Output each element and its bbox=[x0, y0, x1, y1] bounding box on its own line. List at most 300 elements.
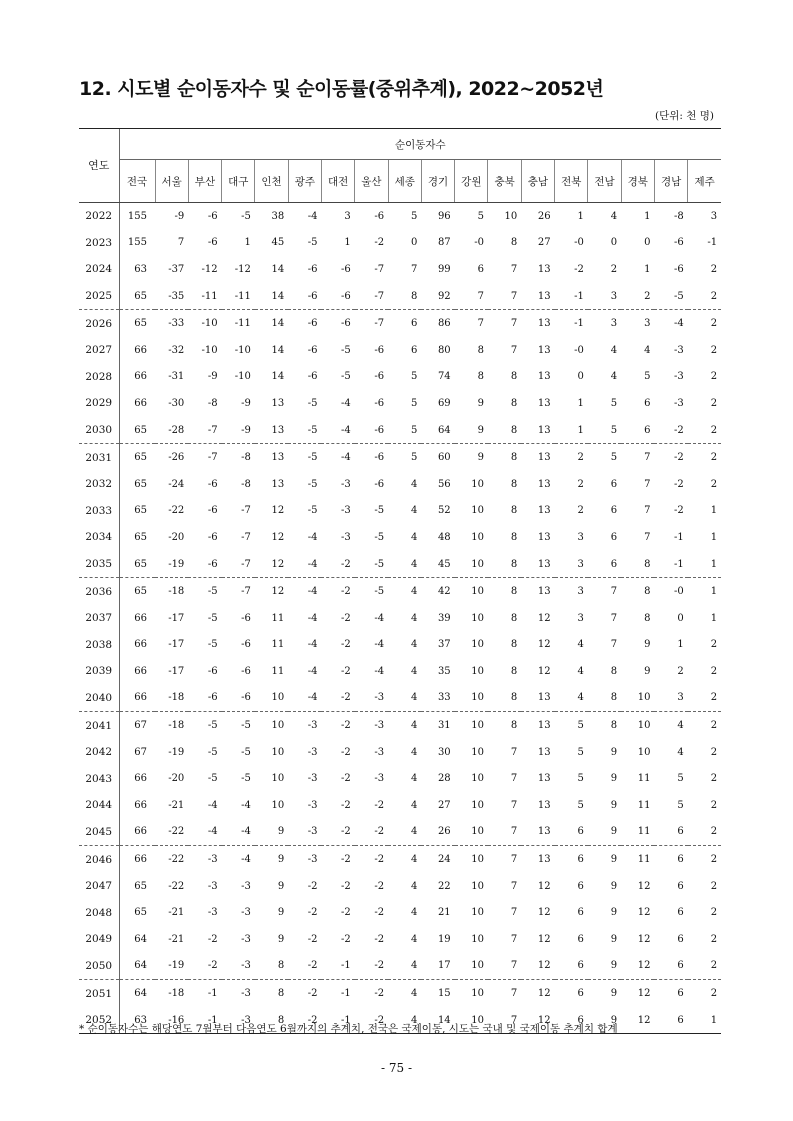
value-cell: 65 bbox=[119, 551, 155, 578]
value-cell: -37 bbox=[168, 263, 185, 275]
value-cell: 6 bbox=[577, 907, 584, 919]
value-cell: 4 bbox=[644, 344, 651, 356]
value-cell: 14 bbox=[271, 263, 285, 275]
value-cell: -1 bbox=[707, 237, 718, 249]
value-cell: -5 bbox=[241, 720, 251, 732]
value-cell: 8 bbox=[644, 612, 651, 624]
value-cell: 65 bbox=[134, 586, 147, 598]
value-cell: 4 bbox=[677, 746, 684, 758]
value-cell: 5 bbox=[388, 417, 421, 444]
value-cell: 7 bbox=[510, 799, 518, 811]
value-cell: 13 bbox=[521, 819, 554, 846]
value-cell: 9 bbox=[277, 933, 285, 945]
value-cell: -2 bbox=[341, 773, 351, 785]
year-cell: 2041 bbox=[79, 712, 119, 739]
table-row bbox=[79, 444, 721, 471]
region-header: 강원 bbox=[455, 160, 488, 203]
value-cell: -2 bbox=[674, 452, 684, 464]
value-cell: 6 bbox=[477, 263, 484, 275]
value-cell: -4 bbox=[307, 586, 318, 598]
value-cell: 66 bbox=[134, 854, 147, 866]
value-cell: 45 bbox=[421, 551, 454, 578]
value-cell: 6 bbox=[610, 531, 618, 543]
value-cell: 7 bbox=[510, 318, 518, 330]
value-cell: -1 bbox=[321, 1007, 354, 1034]
value-cell: -6 bbox=[374, 210, 385, 222]
value-cell: 0 bbox=[411, 237, 418, 249]
value-cell: 8 bbox=[510, 505, 518, 517]
value-cell: -6 bbox=[355, 417, 388, 444]
value-cell: -8 bbox=[241, 452, 251, 464]
value-cell: -2 bbox=[374, 799, 385, 811]
value-cell: -4 bbox=[241, 854, 251, 866]
year-cell: 2050 bbox=[79, 953, 119, 980]
value-cell: -5 bbox=[241, 746, 251, 758]
value-cell: -18 bbox=[168, 720, 185, 732]
value-cell: 4 bbox=[388, 685, 421, 712]
value-cell: -8 bbox=[674, 210, 684, 222]
value-cell: -2 bbox=[341, 612, 351, 624]
value-cell: 66 bbox=[119, 819, 155, 846]
value-cell: 4 bbox=[411, 854, 418, 866]
region-header: 대구 bbox=[222, 160, 255, 203]
value-cell: 4 bbox=[555, 685, 588, 712]
table-row bbox=[79, 926, 721, 953]
value-cell: -1 bbox=[574, 318, 584, 330]
value-cell: 13 bbox=[537, 746, 551, 758]
value-cell: 8 bbox=[510, 237, 518, 249]
value-cell: 65 bbox=[134, 531, 147, 543]
value-cell: 5 bbox=[411, 371, 418, 383]
value-cell: 12 bbox=[537, 988, 551, 1000]
region-header: 경남 bbox=[654, 160, 687, 203]
value-cell: 12 bbox=[537, 907, 551, 919]
value-cell: 7 bbox=[644, 531, 651, 543]
value-cell: -9 bbox=[222, 417, 255, 444]
value-cell: -17 bbox=[168, 612, 185, 624]
value-cell: -2 bbox=[321, 551, 354, 578]
value-cell: -5 bbox=[654, 283, 687, 310]
value-cell: 1 bbox=[344, 237, 351, 249]
year-cell: 2026 bbox=[79, 310, 119, 337]
value-cell: 0 bbox=[644, 237, 651, 249]
value-cell: -22 bbox=[155, 819, 188, 846]
value-cell: 5 bbox=[411, 452, 418, 464]
value-cell: -6 bbox=[341, 318, 351, 330]
value-cell: 5 bbox=[577, 720, 584, 732]
value-cell: 13 bbox=[521, 685, 554, 712]
value-cell: 5 bbox=[677, 773, 684, 785]
value-cell: 7 bbox=[510, 344, 518, 356]
value-cell: 1 bbox=[710, 505, 718, 517]
value-cell: -12 bbox=[201, 263, 218, 275]
region-header: 전국 bbox=[119, 160, 155, 203]
table-row bbox=[79, 230, 721, 257]
value-cell: -8 bbox=[207, 397, 218, 409]
year-cell: 2048 bbox=[79, 899, 119, 926]
region-header: 세종 bbox=[388, 160, 421, 203]
value-cell: 3 bbox=[577, 586, 584, 598]
value-cell: -17 bbox=[168, 665, 185, 677]
value-cell: -3 bbox=[207, 907, 218, 919]
value-cell: 1 bbox=[688, 551, 721, 578]
value-cell: 66 bbox=[134, 665, 147, 677]
value-cell: -4 bbox=[288, 551, 321, 578]
value-cell: 8 bbox=[255, 1007, 288, 1034]
value-cell: 10 bbox=[471, 478, 484, 490]
year-cell: 2023 bbox=[79, 230, 119, 257]
value-cell: 3 bbox=[710, 210, 718, 222]
table-row bbox=[79, 873, 721, 900]
net-migration-group-header: 순이동자수 bbox=[119, 129, 721, 160]
value-cell: -10 bbox=[201, 318, 218, 330]
value-cell: 66 bbox=[134, 397, 147, 409]
value-cell: -6 bbox=[307, 263, 318, 275]
table-row bbox=[79, 980, 721, 1007]
value-cell: 13 bbox=[537, 344, 551, 356]
value-cell: -3 bbox=[307, 773, 318, 785]
value-cell: 8 bbox=[510, 639, 518, 651]
value-cell: -2 bbox=[341, 799, 351, 811]
value-cell: 64 bbox=[119, 953, 155, 980]
value-cell: -4 bbox=[188, 819, 221, 846]
value-cell: 6 bbox=[555, 819, 588, 846]
region-header: 충남 bbox=[521, 160, 554, 203]
value-cell: 2 bbox=[577, 478, 584, 490]
value-cell: 9 bbox=[277, 854, 285, 866]
value-cell: -11 bbox=[222, 283, 255, 310]
value-cell: -9 bbox=[174, 210, 185, 222]
value-cell: 7 bbox=[510, 773, 518, 785]
value-cell: 4 bbox=[411, 907, 418, 919]
value-cell: -16 bbox=[155, 1007, 188, 1034]
value-cell: -5 bbox=[307, 505, 318, 517]
value-cell: 10 bbox=[471, 880, 484, 892]
value-cell: -4 bbox=[321, 417, 354, 444]
value-cell: 10 bbox=[455, 953, 488, 980]
value-cell: -5 bbox=[374, 531, 385, 543]
value-cell: -6 bbox=[307, 371, 318, 383]
value-cell: 5 bbox=[677, 799, 684, 811]
value-cell: -6 bbox=[307, 344, 318, 356]
region-header: 경북 bbox=[621, 160, 654, 203]
value-cell: -4 bbox=[374, 639, 385, 651]
value-cell: -4 bbox=[307, 639, 318, 651]
value-cell: 1 bbox=[710, 586, 718, 598]
value-cell: 21 bbox=[437, 907, 451, 919]
value-cell: 7 bbox=[610, 612, 618, 624]
year-cell: 2029 bbox=[79, 390, 119, 417]
value-cell: -3 bbox=[355, 685, 388, 712]
value-cell: 92 bbox=[421, 283, 454, 310]
year-cell: 2052 bbox=[79, 1007, 119, 1034]
value-cell: -2 bbox=[288, 953, 321, 980]
value-cell: 8 bbox=[510, 720, 518, 732]
value-cell: -3 bbox=[341, 478, 351, 490]
table-row bbox=[79, 953, 721, 980]
value-cell: 13 bbox=[255, 417, 288, 444]
value-cell: -2 bbox=[307, 988, 318, 1000]
value-cell: 7 bbox=[488, 953, 521, 980]
value-cell: 11 bbox=[621, 819, 654, 846]
value-cell: -7 bbox=[374, 263, 385, 275]
value-cell: 60 bbox=[437, 452, 451, 464]
value-cell: 1 bbox=[555, 417, 588, 444]
value-cell: 10 bbox=[504, 210, 518, 222]
value-cell: -6 bbox=[374, 452, 385, 464]
year-cell: 2035 bbox=[79, 551, 119, 578]
value-cell: 3 bbox=[610, 318, 618, 330]
value-cell: 4 bbox=[411, 612, 418, 624]
value-cell: -3 bbox=[307, 746, 318, 758]
value-cell: -3 bbox=[241, 907, 251, 919]
year-cell: 2032 bbox=[79, 471, 119, 498]
value-cell: 12 bbox=[255, 551, 288, 578]
value-cell: -6 bbox=[241, 639, 251, 651]
value-cell: -31 bbox=[168, 371, 185, 383]
value-cell: 10 bbox=[271, 773, 285, 785]
value-cell: 4 bbox=[610, 210, 618, 222]
value-cell: -2 bbox=[374, 907, 385, 919]
value-cell: 10 bbox=[271, 746, 285, 758]
value-cell: 12 bbox=[637, 880, 651, 892]
value-cell: 2 bbox=[610, 263, 618, 275]
year-cell: 2036 bbox=[79, 578, 119, 605]
value-cell: -26 bbox=[168, 452, 185, 464]
value-cell: 19 bbox=[437, 933, 451, 945]
value-cell: -4 bbox=[341, 452, 351, 464]
value-cell: 9 bbox=[610, 854, 618, 866]
year-cell: 2046 bbox=[79, 846, 119, 873]
value-cell: -2 bbox=[374, 880, 385, 892]
value-cell: 10 bbox=[471, 773, 484, 785]
value-cell: -2 bbox=[374, 933, 385, 945]
value-cell: 2 bbox=[710, 933, 718, 945]
value-cell: 12 bbox=[521, 1007, 554, 1034]
value-cell: -8 bbox=[241, 478, 251, 490]
region-header: 전남 bbox=[588, 160, 621, 203]
value-cell: 38 bbox=[271, 210, 285, 222]
value-cell: -5 bbox=[207, 586, 218, 598]
value-cell: -6 bbox=[207, 478, 218, 490]
value-cell: 67 bbox=[134, 746, 147, 758]
year-cell: 2028 bbox=[79, 364, 119, 391]
value-cell: 7 bbox=[510, 854, 518, 866]
value-cell: -2 bbox=[355, 1007, 388, 1034]
region-header: 울산 bbox=[355, 160, 388, 203]
value-cell: -2 bbox=[321, 685, 354, 712]
value-cell: 12 bbox=[537, 933, 551, 945]
value-cell: -18 bbox=[155, 685, 188, 712]
value-cell: 10 bbox=[255, 685, 288, 712]
value-cell: 1 bbox=[577, 210, 584, 222]
value-cell: 4 bbox=[388, 953, 421, 980]
value-cell: -12 bbox=[234, 263, 251, 275]
value-cell: 10 bbox=[471, 612, 484, 624]
value-cell: 65 bbox=[134, 907, 147, 919]
value-cell: -2 bbox=[355, 819, 388, 846]
value-cell: -3 bbox=[374, 720, 385, 732]
value-cell: 2 bbox=[710, 318, 718, 330]
value-cell: 42 bbox=[437, 586, 451, 598]
value-cell: 48 bbox=[437, 531, 451, 543]
value-cell: 10 bbox=[455, 819, 488, 846]
value-cell: -1 bbox=[654, 551, 687, 578]
value-cell: 12 bbox=[271, 531, 285, 543]
value-cell: -6 bbox=[374, 478, 385, 490]
value-cell: -2 bbox=[341, 933, 351, 945]
value-cell: 6 bbox=[577, 880, 584, 892]
value-cell: 9 bbox=[610, 988, 618, 1000]
value-cell: 8 bbox=[510, 586, 518, 598]
value-cell: 64 bbox=[134, 988, 147, 1000]
value-cell: 7 bbox=[510, 746, 518, 758]
value-cell: 65 bbox=[119, 283, 155, 310]
value-cell: 2 bbox=[710, 988, 718, 1000]
value-cell: 9 bbox=[277, 907, 285, 919]
value-cell: 2 bbox=[710, 773, 718, 785]
value-cell: -4 bbox=[241, 799, 251, 811]
value-cell: -6 bbox=[188, 551, 221, 578]
region-header: 충북 bbox=[488, 160, 521, 203]
value-cell: 14 bbox=[271, 344, 285, 356]
value-cell: 4 bbox=[411, 988, 418, 1000]
value-cell: 10 bbox=[455, 685, 488, 712]
value-cell: 13 bbox=[537, 799, 551, 811]
value-cell: 7 bbox=[477, 318, 484, 330]
value-cell: -4 bbox=[288, 685, 321, 712]
value-cell: 10 bbox=[455, 551, 488, 578]
value-cell: 10 bbox=[471, 907, 484, 919]
value-cell: -2 bbox=[374, 854, 385, 866]
value-cell: -2 bbox=[307, 933, 318, 945]
value-cell: -6 bbox=[674, 237, 684, 249]
value-cell: -10 bbox=[234, 344, 251, 356]
year-cell: 2043 bbox=[79, 765, 119, 792]
value-cell: -6 bbox=[288, 283, 321, 310]
value-cell: -7 bbox=[241, 531, 251, 543]
value-cell: 6 bbox=[654, 1007, 687, 1034]
value-cell: -6 bbox=[222, 685, 255, 712]
table-row bbox=[79, 658, 721, 685]
table-row bbox=[79, 846, 721, 873]
value-cell: 14 bbox=[255, 283, 288, 310]
value-cell: -10 bbox=[234, 371, 251, 383]
table-row bbox=[79, 712, 721, 739]
value-cell: -19 bbox=[155, 953, 188, 980]
value-cell: -3 bbox=[374, 773, 385, 785]
value-cell: 52 bbox=[437, 505, 451, 517]
value-cell: 8 bbox=[510, 612, 518, 624]
table-row bbox=[79, 578, 721, 605]
value-cell: 12 bbox=[537, 665, 551, 677]
value-cell: 5 bbox=[411, 397, 418, 409]
year-cell: 2034 bbox=[79, 524, 119, 551]
value-cell: 74 bbox=[437, 371, 451, 383]
table-row bbox=[79, 310, 721, 337]
value-cell: 11 bbox=[271, 639, 285, 651]
value-cell: 13 bbox=[521, 551, 554, 578]
value-cell: -7 bbox=[374, 318, 385, 330]
value-cell: 6 bbox=[621, 417, 654, 444]
value-cell: -18 bbox=[168, 586, 185, 598]
value-cell: -5 bbox=[241, 773, 251, 785]
value-cell: 12 bbox=[621, 953, 654, 980]
value-cell: 4 bbox=[411, 586, 418, 598]
value-cell: -5 bbox=[307, 478, 318, 490]
value-cell: 3 bbox=[654, 685, 687, 712]
value-cell: -4 bbox=[674, 318, 684, 330]
value-cell: 8 bbox=[510, 478, 518, 490]
table-row bbox=[79, 765, 721, 792]
value-cell: 2 bbox=[710, 880, 718, 892]
value-cell: 8 bbox=[488, 685, 521, 712]
value-cell: 13 bbox=[521, 417, 554, 444]
value-cell: -7 bbox=[241, 505, 251, 517]
value-cell: 12 bbox=[537, 639, 551, 651]
value-cell: 12 bbox=[537, 880, 551, 892]
value-cell: 64 bbox=[421, 417, 454, 444]
value-cell: 9 bbox=[610, 933, 618, 945]
value-cell: 2 bbox=[688, 283, 721, 310]
value-cell: 8 bbox=[388, 283, 421, 310]
year-cell: 2044 bbox=[79, 792, 119, 819]
value-cell: 6 bbox=[644, 397, 651, 409]
year-cell: 2047 bbox=[79, 873, 119, 900]
value-cell: -2 bbox=[341, 665, 351, 677]
value-cell: -5 bbox=[307, 397, 318, 409]
value-cell: 9 bbox=[644, 665, 651, 677]
value-cell: 10 bbox=[471, 720, 484, 732]
value-cell: 6 bbox=[610, 505, 618, 517]
value-cell: -6 bbox=[374, 397, 385, 409]
value-cell: 12 bbox=[271, 505, 285, 517]
value-cell: 8 bbox=[610, 720, 618, 732]
value-cell: 96 bbox=[437, 210, 451, 222]
value-cell: -7 bbox=[222, 551, 255, 578]
value-cell: 4 bbox=[411, 665, 418, 677]
value-cell: -3 bbox=[288, 819, 321, 846]
value-cell: 9 bbox=[477, 452, 484, 464]
value-cell: 6 bbox=[677, 907, 684, 919]
value-cell: 3 bbox=[555, 551, 588, 578]
value-cell: -6 bbox=[207, 665, 218, 677]
page-title: 12. 시도별 순이동자수 및 순이동률(중위추계), 2022~2052년 bbox=[79, 78, 604, 100]
value-cell: 6 bbox=[610, 478, 618, 490]
value-cell: 0 bbox=[577, 371, 584, 383]
value-cell: -2 bbox=[654, 417, 687, 444]
value-cell: 10 bbox=[471, 746, 484, 758]
value-cell: 8 bbox=[277, 988, 285, 1000]
region-header: 광주 bbox=[288, 160, 321, 203]
year-cell: 2051 bbox=[79, 980, 119, 1007]
year-cell: 2049 bbox=[79, 926, 119, 953]
value-cell: -6 bbox=[207, 505, 218, 517]
value-cell: 13 bbox=[537, 263, 551, 275]
value-cell: 80 bbox=[437, 344, 451, 356]
year-cell: 2033 bbox=[79, 498, 119, 525]
value-cell: 10 bbox=[471, 639, 484, 651]
value-cell: -1 bbox=[321, 953, 354, 980]
value-cell: 10 bbox=[471, 933, 484, 945]
value-cell: 12 bbox=[521, 953, 554, 980]
value-cell: 7 bbox=[488, 1007, 521, 1034]
value-cell: 67 bbox=[134, 720, 147, 732]
value-cell: 7 bbox=[510, 263, 518, 275]
value-cell: 0 bbox=[677, 612, 684, 624]
value-cell: 8 bbox=[621, 551, 654, 578]
value-cell: 4 bbox=[411, 639, 418, 651]
